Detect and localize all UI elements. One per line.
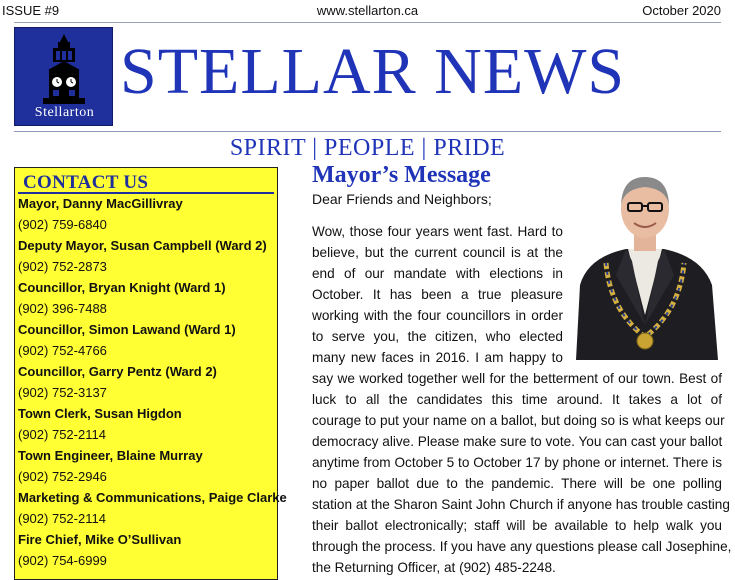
top-divider [14, 22, 721, 23]
article-greeting: Dear Friends and Neighbors; [312, 191, 492, 207]
contact-entry [18, 487, 287, 529]
article-line: to serve you, the citizen, who elected [312, 329, 563, 344]
article-line: Wow, those four years went fast. Hard to [312, 224, 563, 239]
contact-name: Mayor, Danny MacGillivray [18, 196, 183, 211]
contact-phone[interactable]: (902) 752-2873 [18, 259, 107, 274]
contact-phone[interactable]: (902) 396-7488 [18, 301, 107, 316]
contact-phone[interactable]: (902) 752-4766 [18, 343, 107, 358]
contact-name: Marketing & Communications, Paige Clarke [18, 490, 287, 505]
contact-sidebar [14, 167, 287, 580]
contact-name: Councillor, Garry Pentz (Ward 2) [18, 364, 217, 379]
contact-name: Fire Chief, Mike O’Sullivan [18, 532, 182, 547]
article-line: luck to all the candidates this time around. It takes a lot of [312, 392, 722, 407]
newsletter-title: STELLAR NEWS [120, 35, 626, 108]
contact-phone[interactable]: (902) 752-2114 [18, 511, 106, 526]
article-line: courage to put your name on a ballot, but doing so is what keeps our [312, 413, 725, 428]
article-line: many new faces in 2016. I am happy to [312, 350, 563, 365]
logo-wordmark: Stellarton [34, 105, 95, 120]
mayor-portrait [566, 165, 724, 360]
contact-heading: CONTACT US [23, 172, 149, 193]
contact-entry [18, 235, 276, 277]
contact-name: Councillor, Bryan Knight (Ward 1) [18, 280, 226, 295]
article-line: station at the Sharon Saint John Church if anyone has trouble casting [312, 497, 730, 512]
contact-entry [18, 529, 276, 571]
article-title: Mayor’s Message [312, 162, 491, 188]
mayor-portrait-image [566, 165, 724, 360]
article-line: working with the four councillors in order [312, 308, 563, 323]
masthead-divider [14, 131, 721, 132]
contact-entry [18, 403, 276, 445]
contact-name: Town Engineer, Blaine Murray [18, 448, 203, 463]
article-line: anytime from October 5 to October 17 by phone or internet. There is [312, 455, 722, 470]
contact-list [18, 193, 287, 571]
contact-name: Town Clerk, Susan Higdon [18, 406, 182, 421]
contact-phone[interactable]: (902) 759-6840 [18, 217, 107, 232]
contact-name: Deputy Mayor, Susan Campbell (Ward 2) [18, 238, 267, 253]
top-info-bar [0, 0, 735, 20]
website-link[interactable]: www.stellarton.ca [316, 3, 419, 18]
tagline: SPIRIT | PEOPLE | PRIDE [229, 135, 506, 161]
contact-phone[interactable]: (902) 754-6999 [18, 553, 107, 568]
article-line: October. It has been a true pleasure [312, 287, 563, 302]
article-line: no paper ballot due to the pandemic. There will be one polling [312, 476, 722, 491]
contact-entry [18, 193, 276, 235]
issue-date: October 2020 [642, 3, 721, 18]
contact-entry [18, 277, 276, 319]
contact-phone[interactable]: (902) 752-2114 [18, 427, 106, 442]
article-line: through the process. If you have any questions please call Josephine, [312, 539, 732, 554]
contact-entry [18, 319, 276, 361]
issue-number: ISSUE #9 [2, 3, 60, 18]
article-line: democracy alive. Please make sure to vote. You can cast your ballot [312, 434, 723, 449]
contact-entry [18, 361, 276, 403]
contact-name: Councillor, Simon Lawand (Ward 1) [18, 322, 236, 337]
article-line: the Returning Officer, at (902) 485-2248. [312, 560, 556, 575]
contact-entry [18, 445, 276, 487]
contact-phone[interactable]: (902) 752-2946 [18, 469, 107, 484]
article-line: say we worked together well for the betterment of our town. Best of [312, 371, 722, 386]
town-logo [14, 27, 113, 126]
article-line: their ballot electronically; staff will be available to help walk you [312, 518, 722, 533]
article-line: believe, but the current council is at the [312, 245, 563, 260]
contact-phone[interactable]: (902) 752-3137 [18, 385, 107, 400]
article-line: end of our mandate with elections in [312, 266, 563, 281]
